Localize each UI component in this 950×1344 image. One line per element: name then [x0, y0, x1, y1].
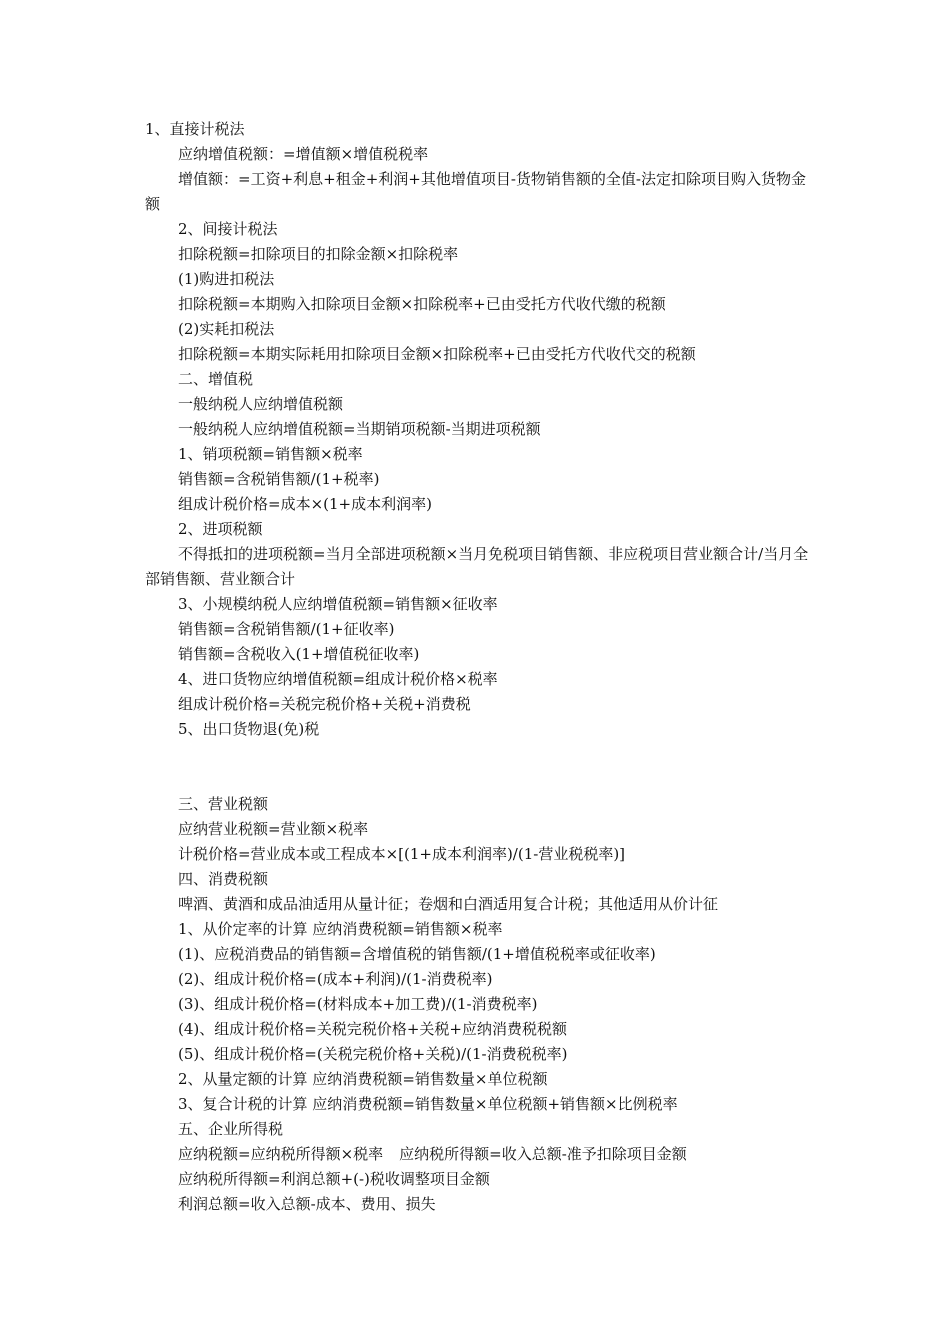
formula-general-taxpayer: 一般纳税人应纳增值税额=当期销项税额-当期进项税额 [178, 420, 541, 438]
formula-vat-payable: 应纳增值税额：=增值额×增值税税率 [178, 145, 429, 163]
formula-business-tax-price: 计税价格=营业成本或工程成本×[(1+成本利润率)/(1-营业税税率)] [178, 845, 626, 863]
formula-consumption-deduction: 扣除税额=本期实际耗用扣除项目金额×扣除税率+已由受托方代收代交的税额 [178, 345, 696, 363]
spacer [145, 742, 815, 767]
formula-value-added: 增值额：=工资+利息+租金+利润+其他增值项目-货物销售额的全值-法定扣除项目购入货物金额 [145, 170, 806, 213]
formula-total-profit: 利润总额=收入总额-成本、费用、损失 [178, 1195, 436, 1213]
section-consumption-tax: 四、消费税额 [178, 870, 269, 888]
section-vat: 二、增值税 [178, 370, 254, 388]
subheading-general-taxpayer: 一般纳税人应纳增值税额 [178, 395, 344, 413]
document-body [145, 117, 815, 1217]
formula-taxable-sales: (1)、应税消费品的销售额=含增值税的销售额/(1+增值税税率或征收率) [178, 945, 656, 963]
formula-composite-price-4: (4)、组成计税价格=关税完税价格+关税+应纳消费税税额 [178, 1020, 567, 1038]
spacer [145, 767, 815, 792]
formula-output-tax: 1、销项税额=销售额×税率 [178, 445, 363, 463]
heading-input-tax: 2、进项税额 [178, 520, 263, 538]
formula-income-tax-row [145, 1142, 815, 1167]
formula-composite-price-5: (5)、组成计税价格=(关税完税价格+关税)/(1-消费税税率) [178, 1045, 568, 1063]
formula-non-deductible-input: 不得抵扣的进项税额=当月全部进项税额×当月免税项目销售额、非应税项目营业额合计/当月全部销售额、营业额合计 [145, 545, 809, 588]
formula-composite-price-2: (2)、组成计税价格=(成本+利润)/(1-消费税率) [178, 970, 493, 988]
note-consumption-tax-methods: 啤酒、黄酒和成品油适用从量计征；卷烟和白酒适用复合计税；其他适用从价计征 [178, 895, 719, 913]
heading-export-refund: 5、出口货物退(免)税 [178, 720, 320, 738]
formula-small-scale-sales: 销售额=含税销售额/(1+征收率) [178, 620, 395, 638]
heading-purchase-deduction: (1)购进扣税法 [178, 270, 275, 288]
formula-specific-rate: 2、从量定额的计算 应纳消费税额=销售数量×单位税额 [178, 1070, 548, 1088]
formula-business-tax: 应纳营业税额=营业额×税率 [178, 820, 369, 838]
formula-import-composite-price: 组成计税价格=关税完税价格+关税+消费税 [178, 695, 471, 713]
heading-indirect-method: 2、间接计税法 [178, 220, 278, 238]
section-business-tax: 三、营业税额 [178, 795, 269, 813]
formula-taxable-income-adjusted: 应纳税所得额=利润总额+(-)税收调整项目金额 [178, 1170, 490, 1188]
formula-composite-price: 组成计税价格=成本×(1+成本利润率) [178, 495, 432, 513]
section-corporate-income-tax: 五、企业所得税 [178, 1120, 284, 1138]
formula-ad-valorem: 1、从价定率的计算 应纳消费税额=销售额×税率 [178, 920, 503, 938]
heading-direct-method: 1、直接计税法 [145, 120, 245, 138]
formula-compound-tax: 3、复合计税的计算 应纳消费税额=销售数量×单位税额+销售额×比例税率 [178, 1095, 678, 1113]
formula-tax-payable: 应纳税额=应纳税所得额×税率 [178, 1145, 384, 1163]
formula-small-scale-income: 销售额=含税收入(1+增值税征收率) [178, 645, 420, 663]
formula-taxable-income: 应纳税所得额=收入总额-准予扣除项目金额 [399, 1145, 687, 1163]
formula-sales-amount: 销售额=含税销售额/(1+税率) [178, 470, 380, 488]
formula-deduction-tax: 扣除税额=扣除项目的扣除金额×扣除税率 [178, 245, 459, 263]
heading-consumption-deduction: (2)实耗扣税法 [178, 320, 275, 338]
formula-composite-price-3: (3)、组成计税价格=(材料成本+加工费)/(1-消费税率) [178, 995, 538, 1013]
formula-import-vat: 4、进口货物应纳增值税额=组成计税价格×税率 [178, 670, 498, 688]
formula-small-scale: 3、小规模纳税人应纳增值税额=销售额×征收率 [178, 595, 498, 613]
formula-purchase-deduction: 扣除税额=本期购入扣除项目金额×扣除税率+已由受托方代收代缴的税额 [178, 295, 666, 313]
